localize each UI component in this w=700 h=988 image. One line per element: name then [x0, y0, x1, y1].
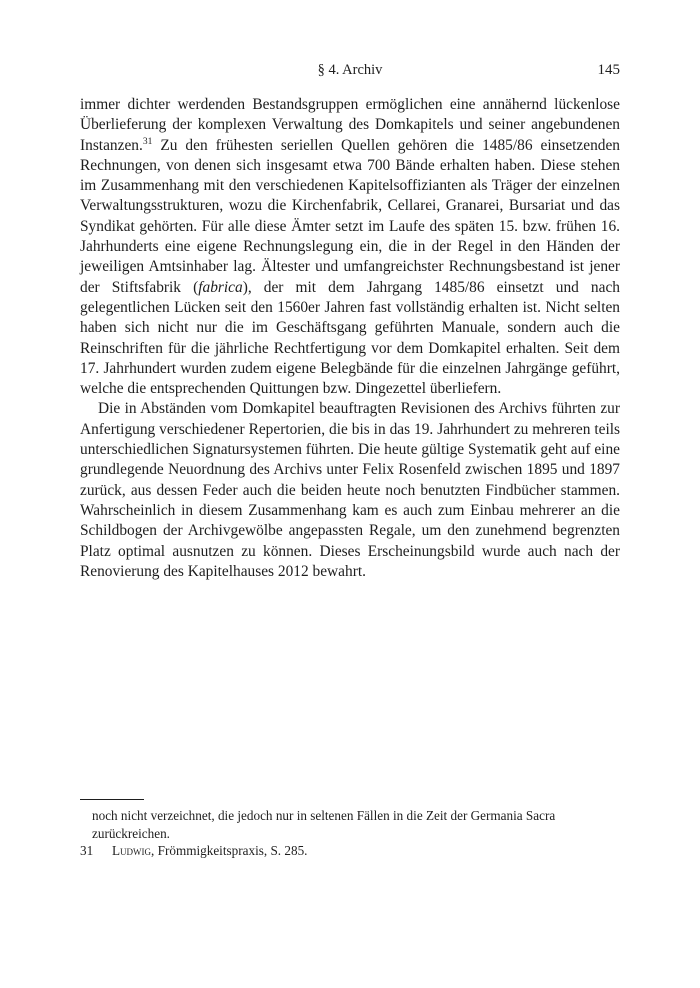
footnote-author: Ludwig	[112, 843, 152, 859]
paragraph-1-italic-term: fabrica	[198, 278, 243, 296]
running-head-title: § 4. Archiv	[317, 62, 383, 78]
paragraph-1	[80, 95, 620, 399]
footnote-continuation: noch nicht verzeichnet, die jedoch nur in seltenen Fällen in die Zeit der Germania Sacra zurückreichen.	[92, 808, 556, 841]
footnotes	[80, 807, 620, 860]
page-number: 145	[597, 62, 620, 78]
footnote-number: 31	[80, 843, 94, 859]
body-text	[80, 95, 620, 582]
paragraph-2: Die in Abständen vom Domkapitel beauftragten Revisionen des Archivs führten zur Anfertigung verschiedener Repertorien, die bis in das 19. Jahrhundert zu mehreren teils unterschiedlichen Signatursystemen führten. Die heute gültige Systematik geht auf eine grundlegende Neuordnung des Archivs unter Felix Rosenfeld zwischen 1895 und 1897 zurück, aus dessen Feder auch die beiden heute noch benutzten Findbücher stammen. Wahrscheinlich in diesem Zusammenhang kam es auch zum Einbau mehrerer an die Schildbogen der Archivgewölbe angepassten Regale, um den zunehmend begrenzten Platz optimal ausnutzen zu können. Dieses Erscheinungsbild wurde auch nach der Renovierung des Kapitelhauses 2012 bewahrt.	[80, 400, 620, 580]
footnote-divider	[80, 799, 144, 800]
running-head	[80, 62, 620, 82]
footnote-ref-31[interactable]: 31	[142, 136, 153, 147]
footnote-text: , Frömmigkeitspraxis, S. 285.	[151, 843, 308, 859]
footnote-31	[80, 842, 620, 860]
paragraph-1-text-c: ), der mit dem Jahrgang 1485/86 einsetzt und nach gelegentlichen Lücken seit den 1560er Jahren fast vollständig erhalten ist. Nicht selten haben sich nicht nur die im Geschäftsgang geführten Manuale, sondern auch die Reinschriften für die jährliche Rechtfertigung vor dem Domkapitel erhalten. Seit dem 17. Jahrhundert wurden zudem eigene Belegbände für die einzelnen Jahrgänge geführt, welche die entsprechenden Quittungen bzw. Dingezettel überliefern.	[80, 278, 620, 398]
paragraph-1-text-a: immer dichter werdenden Bestandsgruppen ermöglichen eine annähernd lückenlose Überlieferung der komplexen Verwaltung des Domkapitels und seiner angebundenen Instanzen.	[80, 96, 620, 154]
footnote-body	[112, 842, 307, 860]
paragraph-1-text-b: Zu den frühesten seriellen Quellen gehören die 1485/86 einsetzenden Rechnungen, von denen sich insgesamt etwa 700 Bände erhalten haben. Diese stehen im Zusammenhang mit den verschiedenen Kapitelsoffizianten als Träger der einzelnen Verwaltungsstrukturen, wozu die Kirchenfabrik, Cellarei, Granarei, Bursariat und das Syndikat gehörten. Für alle diese Ämter setzt im Laufe des späten 15. bzw. frühen 16. Jahrhunderts eine eigene Rechnungslegung ein, die in der Regel in den Händen der jeweiligen Amtsinhaber lag. Ältester und umfangreichster Rechnungsbestand ist jener der Stiftsfabrik (	[80, 136, 620, 296]
